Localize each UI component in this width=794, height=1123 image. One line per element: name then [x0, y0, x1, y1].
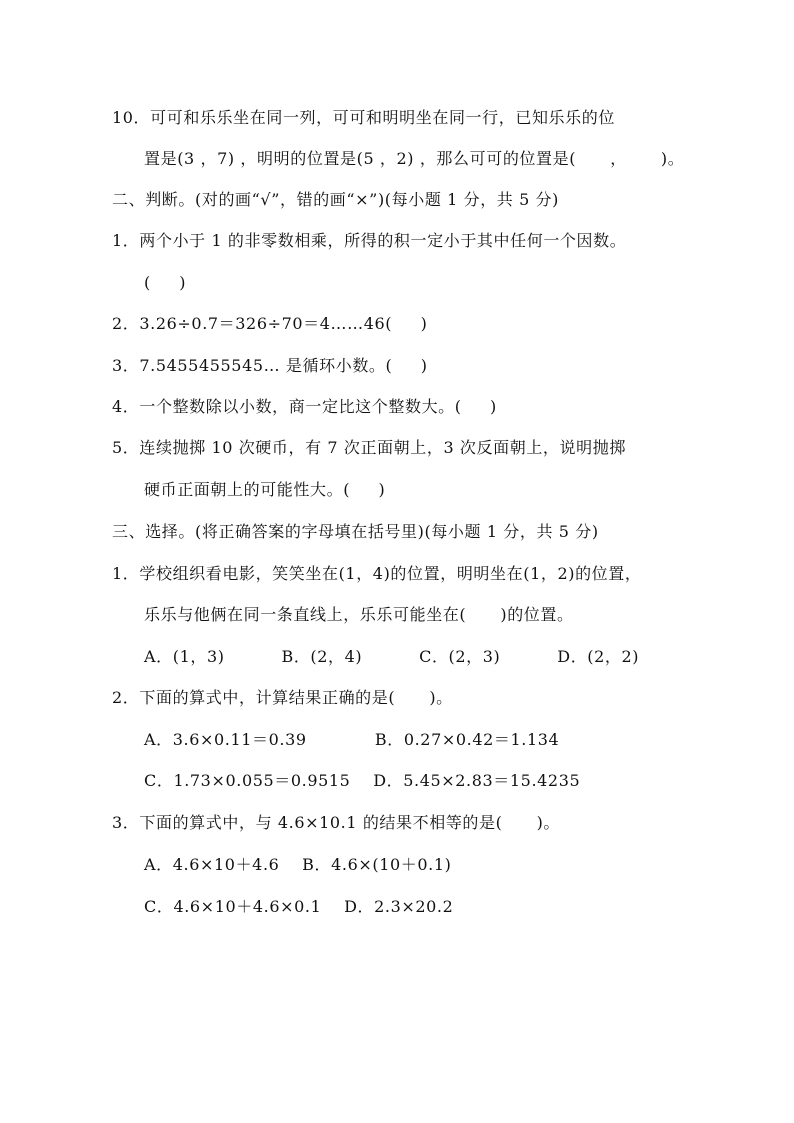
- judge-1-answer-blank: ( ): [144, 273, 187, 292]
- judge-1-line-1: 1．两个小于 1 的非零数相乘，所得的积一定小于其中任何一个因数。: [112, 231, 627, 250]
- section-3-heading: 三、选择。(将正确答案的字母填在括号里)(每小题 1 分，共 5 分): [112, 522, 599, 541]
- section-2-heading: 二、判断。(对的画“√”，错的画“×”)(每小题 1 分，共 5 分): [112, 190, 559, 209]
- choice-2-options-cd: C．1.73×0.055＝0.9515 D．5.45×2.83＝15.4235: [144, 771, 581, 790]
- judge-2: 2．3.26÷0.7＝326÷70＝4……46( ): [112, 314, 428, 333]
- choice-2-stem: 2．下面的算式中，计算结果正确的是( )。: [112, 688, 453, 707]
- choice-3-options-ab: A．4.6×10＋4.6 B．4.6×(10＋0.1): [144, 855, 452, 874]
- judge-4: 4．一个整数除以小数，商一定比这个整数大。( ): [112, 397, 497, 416]
- choice-2-options-ab: A．3.6×0.11＝0.39 B．0.27×0.42＝1.134: [144, 730, 560, 749]
- judge-5-line-1: 5．连续抛掷 10 次硬币，有 7 次正面朝上，3 次反面朝上，说明抛掷: [112, 438, 626, 457]
- judge-5-line-2: 硬币正面朝上的可能性大。( ): [144, 480, 386, 499]
- choice-3-options-cd: C．4.6×10＋4.6×0.1 D．2.3×20.2: [144, 897, 454, 916]
- question-10-line-1: 10．可可和乐乐坐在同一列，可可和明明坐在同一行，已知乐乐的位: [112, 108, 615, 127]
- choice-1-line-2: 乐乐与他俩在同一条直线上，乐乐可能坐在( )的位置。: [144, 605, 574, 624]
- choice-1-line-1: 1．学校组织看电影，笑笑坐在(1，4)的位置，明明坐在(1，2)的位置，: [112, 564, 642, 583]
- choice-3-stem: 3．下面的算式中，与 4.6×10.1 的结果不相等的是( )。: [112, 813, 561, 832]
- choice-1-options: A．(1，3) B．(2，4) C．(2，3) D．(2，2): [144, 647, 640, 666]
- question-10-line-2: 置是(3 ，7) ，明明的位置是(5 ，2) ，那么可可的位置是( ， )。: [144, 149, 685, 168]
- judge-3: 3．7.5455455545… 是循环小数。( ): [112, 356, 428, 375]
